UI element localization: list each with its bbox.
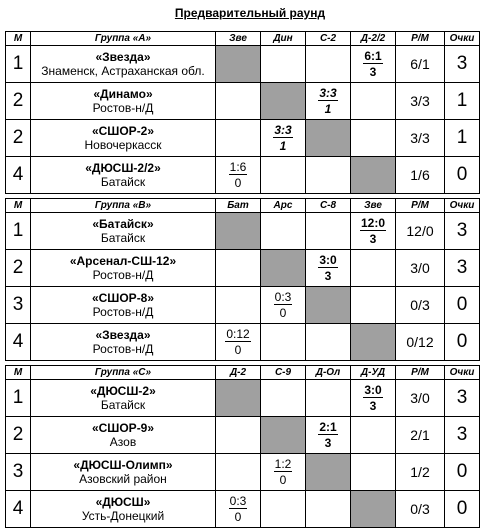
team-name: «Звезда» <box>95 49 151 64</box>
place-cell: 2 <box>6 120 31 157</box>
goals-cell: 1/6 <box>396 157 445 194</box>
self-match-cell <box>261 83 306 120</box>
goals-cell: 3/0 <box>396 380 445 417</box>
match-score-cell <box>261 287 306 324</box>
match-points: 0 <box>279 472 287 487</box>
table-header-row <box>6 32 480 46</box>
header-cell-pts: Очки <box>445 366 480 380</box>
team-name: «СШОР-8» <box>91 290 155 305</box>
team-city: Батайск <box>100 397 146 412</box>
header-cell-rm: Р/М <box>396 366 445 380</box>
table-row <box>6 324 480 361</box>
match-points: 3 <box>369 64 377 79</box>
self-match-cell <box>216 46 261 83</box>
table-row <box>6 213 480 250</box>
header-cell-m: М <box>6 366 31 380</box>
points-cell: 3 <box>445 417 480 454</box>
match-points: 3 <box>324 435 332 450</box>
match-points: 1 <box>324 101 332 116</box>
team-name: «СШОР-2» <box>91 123 155 138</box>
match-score-cell <box>216 324 261 361</box>
table-header-row <box>6 366 480 380</box>
team-name: «Арсенал-СШ-12» <box>69 253 177 268</box>
goals-cell: 0/3 <box>396 491 445 528</box>
goals-cell: 2/1 <box>396 417 445 454</box>
team-name: «ДЮСШ-Олимп» <box>73 457 173 472</box>
empty-cell <box>216 250 261 287</box>
match-score: 2:1 <box>319 419 337 434</box>
goals-cell: 6/1 <box>396 46 445 83</box>
table-row <box>6 120 480 157</box>
place-cell: 2 <box>6 83 31 120</box>
goals-cell: 3/0 <box>396 250 445 287</box>
match-points: 0 <box>234 342 242 357</box>
empty-cell <box>351 417 396 454</box>
header-cell-group: Группа «С» <box>31 366 216 380</box>
header-cell-c1: Д-2 <box>216 366 261 380</box>
table-header-row <box>6 199 480 213</box>
empty-cell <box>351 454 396 491</box>
match-points: 0 <box>279 305 287 320</box>
team-cell <box>31 213 216 250</box>
team-name: «СШОР-9» <box>91 420 155 435</box>
match-score: 0:3 <box>274 289 292 304</box>
match-score: 0:12 <box>226 326 250 341</box>
points-cell: 3 <box>445 46 480 83</box>
table-row <box>6 83 480 120</box>
table-row <box>6 417 480 454</box>
empty-cell <box>261 324 306 361</box>
match-points: 1 <box>279 138 287 153</box>
match-points: 3 <box>324 268 332 283</box>
match-score: 3:0 <box>364 382 382 397</box>
group-table <box>5 198 480 361</box>
header-cell-rm: Р/М <box>396 199 445 213</box>
header-cell-c1: Зве <box>216 32 261 46</box>
empty-cell <box>351 250 396 287</box>
header-cell-c3: Д-Ол <box>306 366 351 380</box>
table-row <box>6 250 480 287</box>
place-cell: 3 <box>6 287 31 324</box>
team-cell <box>31 324 216 361</box>
points-cell: 1 <box>445 120 480 157</box>
match-points: 0 <box>234 509 242 524</box>
points-cell: 0 <box>445 324 480 361</box>
empty-cell <box>216 83 261 120</box>
team-cell <box>31 380 216 417</box>
header-cell-pts: Очки <box>445 199 480 213</box>
group-table <box>5 365 480 528</box>
empty-cell <box>261 46 306 83</box>
self-match-cell <box>216 213 261 250</box>
header-cell-c4: Зве <box>351 199 396 213</box>
place-cell: 4 <box>6 491 31 528</box>
header-cell-rm: Р/М <box>396 32 445 46</box>
empty-cell <box>261 213 306 250</box>
goals-cell: 3/3 <box>396 120 445 157</box>
table-row <box>6 380 480 417</box>
empty-cell <box>306 324 351 361</box>
match-score-cell <box>261 120 306 157</box>
match-score: 6:1 <box>364 48 382 63</box>
empty-cell <box>306 46 351 83</box>
empty-cell <box>216 417 261 454</box>
team-city: Ростов-н/Д <box>92 100 154 115</box>
team-name: «Звезда» <box>95 327 151 342</box>
self-match-cell <box>261 417 306 454</box>
table-row <box>6 157 480 194</box>
goals-cell: 1/2 <box>396 454 445 491</box>
match-points: 3 <box>369 398 377 413</box>
team-city: Ростов-н/Д <box>92 304 154 319</box>
header-cell-c4: Д-2/2 <box>351 32 396 46</box>
table-row <box>6 287 480 324</box>
team-city: Знаменск, Астраханская обл. <box>41 63 205 78</box>
team-name: «Батайск» <box>92 216 154 231</box>
place-cell: 3 <box>6 454 31 491</box>
self-match-cell <box>351 157 396 194</box>
empty-cell <box>216 454 261 491</box>
place-cell: 4 <box>6 157 31 194</box>
goals-cell: 0/3 <box>396 287 445 324</box>
empty-cell <box>351 120 396 157</box>
team-name: «ДЮСШ» <box>95 494 151 509</box>
header-cell-c2: Арс <box>261 199 306 213</box>
header-cell-pts: Очки <box>445 32 480 46</box>
points-cell: 1 <box>445 83 480 120</box>
header-cell-c3: С-2 <box>306 32 351 46</box>
match-points: 3 <box>369 231 377 246</box>
team-cell <box>31 287 216 324</box>
empty-cell <box>216 287 261 324</box>
team-cell <box>31 454 216 491</box>
team-cell <box>31 120 216 157</box>
team-cell <box>31 417 216 454</box>
empty-cell <box>306 157 351 194</box>
match-score-cell <box>306 417 351 454</box>
team-name: «Динамо» <box>93 86 153 101</box>
team-name: «ДЮСШ-2/2» <box>85 160 161 175</box>
header-cell-m: М <box>6 32 31 46</box>
header-cell-c1: Бат <box>216 199 261 213</box>
self-match-cell <box>351 324 396 361</box>
table-row <box>6 454 480 491</box>
match-score: 0:3 <box>229 493 247 508</box>
header-cell-m: М <box>6 199 31 213</box>
team-city: Ростов-н/Д <box>92 267 154 282</box>
match-score-cell <box>261 454 306 491</box>
points-cell: 3 <box>445 380 480 417</box>
empty-cell <box>261 157 306 194</box>
match-score: 3:3 <box>319 85 337 100</box>
match-score-cell <box>351 46 396 83</box>
empty-cell <box>306 213 351 250</box>
team-city: Новочеркасск <box>84 137 162 152</box>
team-city: Усть-Донецкий <box>81 508 165 523</box>
self-match-cell <box>216 380 261 417</box>
goals-cell: 3/3 <box>396 83 445 120</box>
place-cell: 1 <box>6 213 31 250</box>
match-score-cell <box>351 380 396 417</box>
header-cell-c3: С-8 <box>306 199 351 213</box>
match-score-cell <box>216 157 261 194</box>
match-score: 1:6 <box>229 159 247 174</box>
header-cell-c4: Д-УД <box>351 366 396 380</box>
match-score-cell <box>306 250 351 287</box>
empty-cell <box>261 380 306 417</box>
header-cell-c2: С-9 <box>261 366 306 380</box>
self-match-cell <box>306 287 351 324</box>
header-cell-group: Группа «А» <box>31 32 216 46</box>
team-city: Батайск <box>100 230 146 245</box>
match-score: 3:3 <box>274 122 292 137</box>
match-score-cell <box>306 83 351 120</box>
empty-cell <box>216 120 261 157</box>
place-cell: 2 <box>6 417 31 454</box>
page-title: Предварительный раунд <box>174 6 326 20</box>
team-cell <box>31 46 216 83</box>
header-cell-c2: Дин <box>261 32 306 46</box>
team-city: Ростов-н/Д <box>92 341 154 356</box>
empty-cell <box>351 83 396 120</box>
self-match-cell <box>306 454 351 491</box>
match-score: 1:2 <box>274 456 292 471</box>
header-cell-group: Группа «В» <box>31 199 216 213</box>
self-match-cell <box>306 120 351 157</box>
team-cell <box>31 250 216 287</box>
points-cell: 3 <box>445 250 480 287</box>
points-cell: 0 <box>445 157 480 194</box>
place-cell: 1 <box>6 380 31 417</box>
match-points: 0 <box>234 175 242 190</box>
match-score: 12:0 <box>360 215 386 230</box>
points-cell: 0 <box>445 454 480 491</box>
goals-cell: 0/12 <box>396 324 445 361</box>
points-cell: 3 <box>445 213 480 250</box>
place-cell: 4 <box>6 324 31 361</box>
team-cell <box>31 83 216 120</box>
team-city: Азов <box>109 434 137 449</box>
empty-cell <box>351 287 396 324</box>
table-row <box>6 46 480 83</box>
match-score-cell <box>351 213 396 250</box>
group-table <box>5 31 480 194</box>
points-cell: 0 <box>445 287 480 324</box>
goals-cell: 12/0 <box>396 213 445 250</box>
team-name: «ДЮСШ-2» <box>90 383 156 398</box>
self-match-cell <box>261 250 306 287</box>
place-cell: 1 <box>6 46 31 83</box>
team-city: Батайск <box>100 174 146 189</box>
team-cell <box>31 157 216 194</box>
place-cell: 2 <box>6 250 31 287</box>
match-score: 3:0 <box>319 252 337 267</box>
points-cell: 0 <box>445 491 480 528</box>
empty-cell <box>306 380 351 417</box>
team-city: Азовский район <box>79 471 167 486</box>
